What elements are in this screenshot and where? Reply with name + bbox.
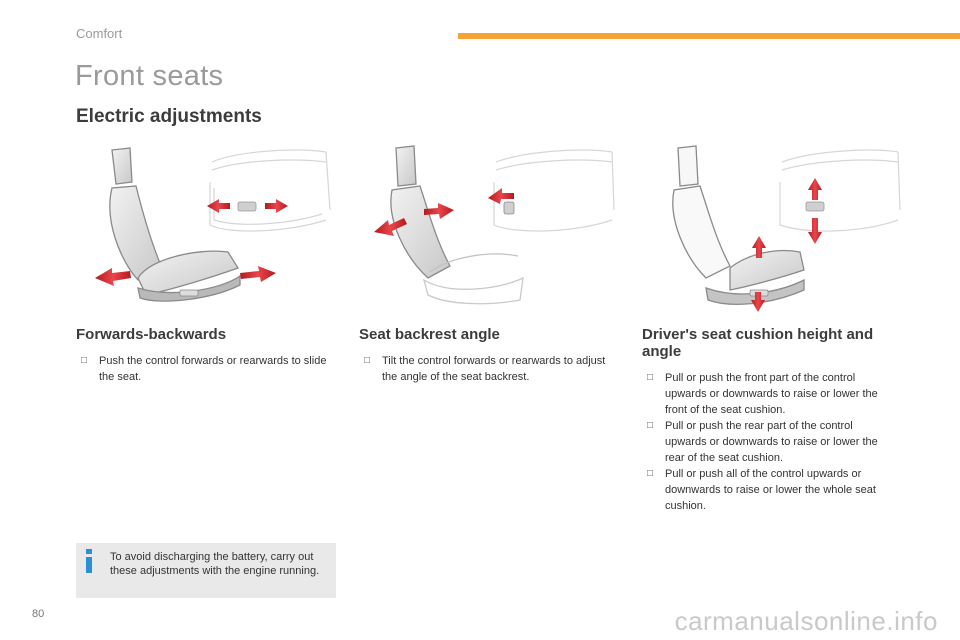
instruction-text: Pull or push all of the control upwards or downwards to raise or lower the whole seat cushion. [665, 468, 876, 512]
instruction-text: Pull or push the front part of the control upwards or downwards to raise or lower the front of the seat cushion. [665, 372, 878, 416]
forward-arrow-icon [95, 268, 131, 286]
cushion-control-switch [806, 202, 824, 211]
instruction-item [642, 466, 892, 514]
seat-detail-outline [210, 150, 330, 231]
checkbox-bullet-icon: □ [81, 355, 88, 366]
instruction-item [76, 353, 338, 385]
info-note-text: To avoid discharging the battery, carry out these adjustments with the engine running. [110, 551, 320, 577]
page-number: 80 [32, 608, 45, 620]
section-heading: Driver's seat cushion height and angle [642, 326, 874, 360]
section-label: Comfort [76, 26, 123, 41]
section-heading: Forwards-backwards [76, 326, 227, 343]
instruction-item [642, 370, 892, 418]
instruction-item [359, 353, 621, 385]
info-note [76, 543, 336, 598]
page-title: Front seats [75, 60, 224, 92]
checkbox-bullet-icon: □ [647, 420, 654, 431]
checkbox-bullet-icon: □ [364, 355, 371, 366]
rearward-arrow-icon [240, 266, 276, 282]
backrest-angle-illustration [368, 140, 618, 315]
instruction-item [642, 418, 892, 466]
instruction-text: Push the control forwards or rearwards to slide the seat. [99, 355, 327, 383]
seat-detail-outline [780, 150, 900, 231]
seat-shape [391, 146, 523, 304]
seat-control-switch [238, 202, 256, 211]
forwards-backwards-section [76, 326, 338, 385]
header-accent-bar [458, 33, 960, 39]
seat-slide-illustration [90, 140, 340, 315]
seat-base-switch [180, 290, 198, 296]
info-icon [82, 548, 96, 575]
instruction-text: Tilt the control forwards or rearwards to adjust the angle of the seat backrest. [382, 355, 606, 383]
section-heading: Seat backrest angle [359, 326, 500, 343]
backrest-control-switch [504, 202, 514, 214]
section-subheading: Electric adjustments [76, 106, 262, 127]
checkbox-bullet-icon: □ [647, 468, 654, 479]
instruction-text: Pull or push the rear part of the control upwards or downwards to raise or lower the rear of the seat cushion. [665, 420, 878, 464]
cushion-height-illustration [650, 140, 905, 315]
watermark: carmanualsonline.info [674, 606, 938, 636]
seat-detail-outline [494, 150, 614, 231]
cushion-height-section [642, 326, 892, 514]
checkbox-bullet-icon: □ [647, 372, 654, 383]
backrest-angle-section [359, 326, 621, 385]
